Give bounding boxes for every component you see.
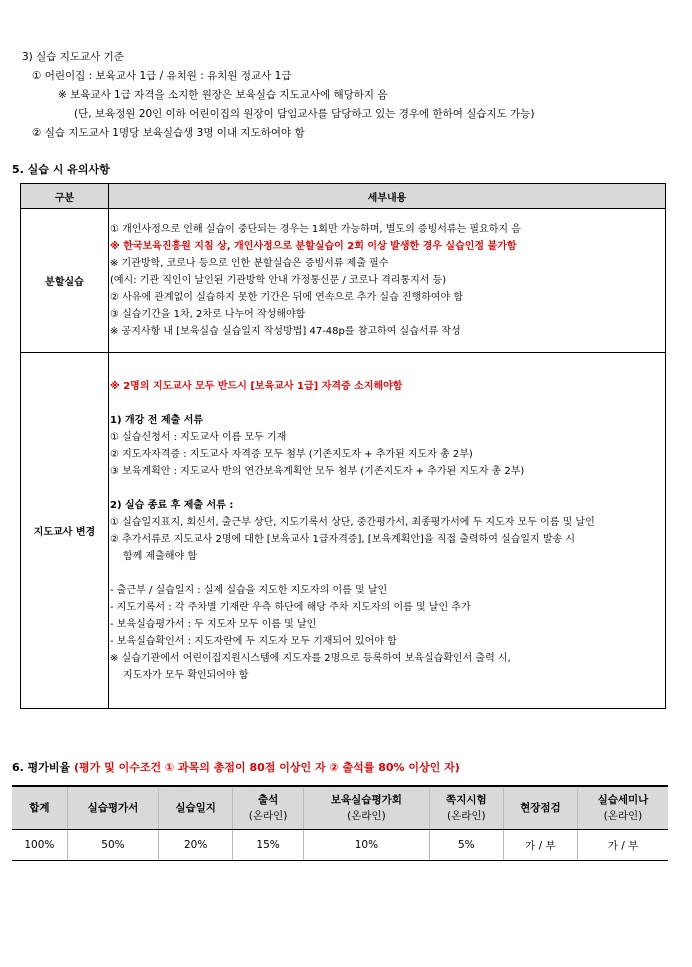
teacher-red-note: ※ 2명의 지도교사 모두 반드시 [보육교사 1급] 자격증 소지해야함 <box>110 380 403 392</box>
sec6-condition: (평가 및 이수조건 ① 과목의 총점이 80점 이상인 자 ② 출석률 80% 이상인 자) <box>74 761 460 774</box>
eval-value: 100% <box>12 830 67 861</box>
sec6-title: 6. 평가비율 <box>12 761 71 774</box>
sec3-item1: ① 어린이집 : 보육교사 1급 / 유치원 : 유치원 정교사 1급 <box>32 70 292 82</box>
sec3-title: 3) 실습 지도교사 기준 <box>22 51 124 63</box>
col-detail-header: 세부내용 <box>109 184 666 209</box>
before-title: 1) 개강 전 제출 서류 <box>110 414 204 426</box>
split-line-red: ※ 한국보육진흥원 지침 상, 개인사정으로 분할실습이 2회 이상 발생한 경우 실습인정 불가함 <box>110 241 517 252</box>
eval-value: 15% <box>233 830 304 861</box>
after-line: ① 실습일지표지, 회신서, 출근부 상단, 지도기록서 상단, 중간평가서, 최종평가서에 두 지도자 모두 이름 및 날인 <box>110 516 595 528</box>
eval-header: 쪽지시험 (온라인) <box>429 786 503 830</box>
eval-value: 20% <box>159 830 233 861</box>
split-line: ※ 기관방학, 코로나 등으로 인한 분할실습은 증빙서류 제출 필수 <box>110 258 389 269</box>
split-line: ② 사유에 관계없이 실습하지 못한 기간은 뒤에 연속으로 추가 실습 진행하여야 함 <box>110 292 464 303</box>
dash-line: ※ 실습기관에서 어린이집지원시스템에 지도자를 2명으로 등록하여 보육실습확인서 출력 시, <box>110 652 511 664</box>
dash-line: - 보육실습평가서 : 두 지도자 모두 이름 및 날인 <box>110 618 317 630</box>
dash-line: - 출근부 / 실습일지 : 실제 실습을 지도한 지도자의 이름 및 날인 <box>110 584 388 596</box>
row-split-category: 분할실습 <box>21 209 109 353</box>
sec6-heading <box>12 761 460 775</box>
after-line: ② 추가서류로 지도교사 2명에 대한 [보육교사 1급자격증], [보육계획안]을 직접 출력하여 실습일지 발송 시 <box>110 533 576 545</box>
before-line: ③ 보육계획안 : 지도교사 반의 연간보육계획안 모두 첨부 (기존지도자 + 추가된 지도자 총 2부) <box>110 465 525 477</box>
split-line: (예시: 기관 직인이 날인된 기관방학 안내 가정통신문 / 코로나 격리통지서 등) <box>110 275 447 286</box>
sec3-note2: (단, 보육정원 20인 이하 어린이집의 원장이 담임교사를 담당하고 있는 경우에 한하여 실습지도 가능) <box>74 108 535 120</box>
row-teacher-change-detail <box>109 353 666 709</box>
eval-value: 50% <box>67 830 158 861</box>
eval-value: 가 / 부 <box>503 830 577 861</box>
sec3-item2: ② 실습 지도교사 1명당 보육실습생 3명 이내 지도하여야 함 <box>32 127 305 139</box>
before-line: ② 지도자자격증 : 지도교사 자격증 모두 첨부 (기존지도자 + 추가된 지도자 총 2부) <box>110 448 473 460</box>
split-line: ① 개인사정으로 인해 실습이 중단되는 경우는 1회만 가능하며, 별도의 증빙서류는 필요하지 음 <box>110 224 521 235</box>
evaluation-table <box>12 785 668 861</box>
after-title: 2) 실습 종료 후 제출 서류 : <box>110 499 234 511</box>
col-category-header: 구분 <box>21 184 109 209</box>
split-line: ※ 공지사항 내 [보육실습 실습일지 작성방법] 47-48p를 참고하여 실습서류 작성 <box>110 326 461 337</box>
sec5-title: 5. 실습 시 유의사항 <box>12 163 110 176</box>
split-line: ③ 실습기간을 1차, 2차로 나누어 작성해야함 <box>110 309 306 320</box>
row-split-detail <box>109 209 666 353</box>
eval-value: 10% <box>303 830 429 861</box>
eval-header: 출석 (온라인) <box>233 786 304 830</box>
eval-header: 실습세미나 (온라인) <box>577 786 668 830</box>
eval-header: 실습평가서 <box>67 786 158 830</box>
dash-line: - 지도기록서 : 각 주차별 기재란 우측 하단에 해당 주차 지도자의 이름 및 날인 추가 <box>110 601 471 613</box>
notes-table <box>20 183 666 709</box>
eval-header: 보육실습평가회 (온라인) <box>303 786 429 830</box>
before-line: ① 실습신청서 : 지도교사 이름 모두 기재 <box>110 431 287 443</box>
eval-value: 5% <box>429 830 503 861</box>
eval-header: 현장점검 <box>503 786 577 830</box>
row-teacher-change-category: 지도교사 변경 <box>21 353 109 709</box>
dash-line: - 보육실습확인서 : 지도자란에 두 지도자 모두 기재되어 있어야 함 <box>110 635 397 647</box>
eval-value: 가 / 부 <box>577 830 668 861</box>
dash-line: 지도자가 모두 확인되어야 함 <box>123 669 249 681</box>
after-line: 함께 제출해야 함 <box>123 550 197 562</box>
sec3-note1: ※ 보육교사 1급 자격을 소지한 원장은 보육실습 지도교사에 해당하지 음 <box>58 89 388 101</box>
eval-header: 합계 <box>12 786 67 830</box>
eval-header: 실습일지 <box>159 786 233 830</box>
